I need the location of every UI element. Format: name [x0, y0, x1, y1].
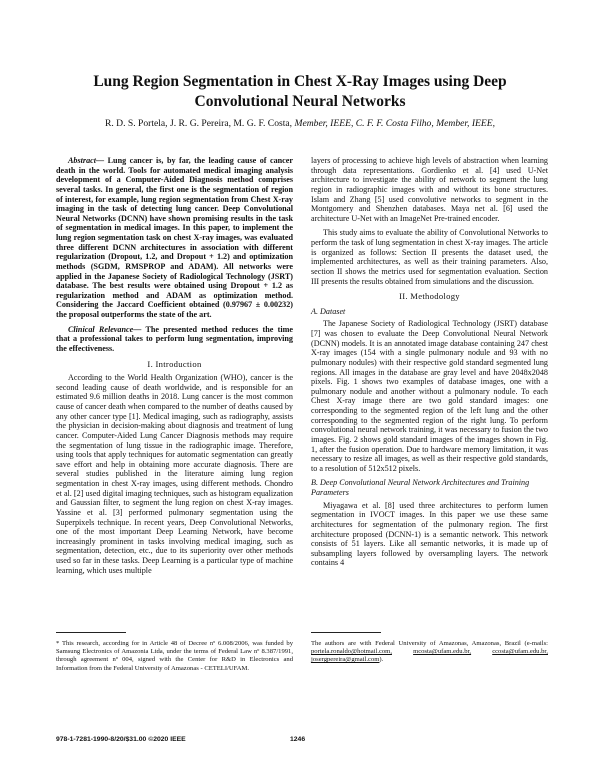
abstract: [56, 156, 293, 320]
intro-paragraph-1: According to the World Health Organization (WHO), cancer is the second leading cause of death worldwide, and is responsible for an estimated 9.6 million deaths in 2018. Lung cancer is the most common cause of cancer death when compared to the number of deaths caused by any other cancer type [1]. Medical imaging, such as radiography, assists the physician in decision-making about diagnosis and treatment of lung cancer. Computer-Aided Lung Cancer Diagnosis methods may require the segmentation of lung tissue in the radiographic image. Therefore, using tools that apply techniques for automatic segmentation can greatly save effort and help in obtaining more accurate diagnosis. There are several studies published in the literature aiming lung region segmentation in chest X-ray images, using different methods. Chondro et al. [2] used digital imaging techniques, such as histogram equalization and Gaussian filter, to segment the lung region on chest X-ray images. Yassine et al. [3] performed pulmonary segmentation using the Superpixels technique. In recent years, Deep Convolutional Networks, one of the most important Deep Learning Network, have become increasingly prominent in tasks involving medical imaging, such as segmentation, detection, etc., due to its superiority over other methods used so far in these tasks. Deep Learning is a particular type of machine learning, which uses multiple: [56, 373, 293, 575]
subsection-heading-dcnn: B. Deep Convolutional Neural Network Architectures and Training Parameters: [311, 478, 530, 497]
relevance-text: The presented method reduces the time that a professional takes to perform lung segmentation, improving the effectiveness.: [56, 324, 293, 353]
dcnn-paragraph: Miyagawa et al. [8] used three architectures to perform lumen segmentation in IVOCT images. In this paper we use these same architectures for segmentation of the pulmonary region. The first architecture proposed (DCNN-1) is a semantic network. This network consists of 51 layers. Like all semantic networks, it is made up of subsampling layers followed by oversampling layers. The network contains 4: [311, 500, 548, 568]
email-link-3[interactable]: ccosta@ufam.edu.br, josergpereira@gmail.com: [311, 648, 548, 664]
paper-title: Lung Region Segmentation in Chest X-Ray Images using Deep Convolutional Neural Networks: [93, 73, 507, 110]
left-column: [56, 156, 293, 575]
right-column: [311, 156, 548, 568]
abstract-lead: Abstract—: [68, 156, 105, 165]
clinical-relevance: [56, 325, 293, 354]
intro-paragraph-3: This study aims to evaluate the ability of Convolutional Networks to perform the task of lung segmentation in chest X-ray images. The article is organized as follows: Section II presents the dataset used, the implemented architectures, as well as their training parameters. Also, section II shows the metrics used for segmentation evaluation. Section III presents the results obtained from simulations and the discussion.: [311, 228, 548, 286]
funding-footnote: * This research, according for in Article 48 of Decree nº 6.008/2006, was funded by Samsung Electronics of Amazonia Ltda, under the terms of Federal Law nº 8.387/1991, through agreement nº 004, signed with the Center for R&D in Electronics and Information from the Federal University of Amazonas - CETELI/UFAM.: [56, 640, 293, 672]
email-link-1[interactable]: portela.ronaldo@hotmail.com,: [311, 648, 392, 656]
relevance-lead: Clinical Relevance—: [68, 324, 142, 334]
footnote-rule-left: [56, 632, 126, 633]
subsection-heading-dataset: A. Dataset: [311, 306, 346, 316]
dataset-paragraph: The Japanese Society of Radiological Technology (JSRT) database [7] was chosen to evaluate the Deep Convolutional Neural Network (DCNN) models. It is an annotated image database containing 247 chest X-ray images (154 with a single pulmonary nodule and 93 with no pulmonary nodules) with their respective gold standard segmented lung regions. All images in the database are gray level and have 2048x2048 pixels. Fig. 1 shows two examples of database images, one with a pulmonary nodule and another without a pulmonary nodule. To each Chest X-ray image there are two gold standard images: one corresponding to the segmented region of the left lung and the other corresponding to the segmented region of the right lung. To perform convolutional neural network training, it was necessary to fusion the two images. Fig. 2 shows gold standard images of the images shown in Fig. 1, after the fusion operation. Due to hardware memory limitation, it was necessary to resize all images, as well as their respective gold standards, to a resolution of 512x512 pixels.: [311, 319, 548, 473]
section-heading-methodology: II. Methodology: [399, 291, 460, 302]
author-list: [40, 118, 560, 130]
email-link-2[interactable]: mcosta@ufam.edu.br,: [413, 648, 472, 656]
affiliation-close: ).: [379, 656, 384, 664]
footnote-rule-right: [311, 632, 381, 633]
abstract-text: Lung cancer is, by far, the leading cause of cancer death in the world. Tools for automated medical imaging analysis development of a Computer-Aided Diagnosis method comprises several tasks. In general, the first one is the segmentation of region of interest, for example, lung region segmentation from Chest X-ray imaging in the task of detecting lung cancer. Deep Convolutional Neural Networks (DCNN) have shown promising results in the task of segmentation in medical images. In this paper, to implement the lung region segmentation task on chest X-ray images, was evaluated three different DCNN architectures in association with different regularization (Dropout, 1.2, and Dropout + 1.2) and optimization methods (SGDM, RMSPROP and ADAM). All networks were applied in the Japanese Society of Radiological Technology (JSRT) database. The best results were obtained using Dropout + 1.2 as regularization method and ADAM as optimization method. Considering the Jaccard Coefficient obtained (0.97967 ± 0.00232) the proposal outperforms the state of the art.: [56, 156, 293, 319]
affiliation-footnote: [311, 640, 548, 665]
affiliation-text: The authors are with Federal University of Amazonas, Amazonas, Brazil (e-mails:: [311, 640, 548, 647]
author-affiliation-tags: Member, IEEE, C. F. F. Costa Filho, Member, IEEE,: [294, 118, 496, 129]
intro-paragraph-2: layers of processing to achieve high levels of abstraction when learning through data representations. Gordienko et al. [4] used U-Net architecture to investigate the ability of network to segment the lung region in radiographic images with and without its bone structures. Islam and Zhang [5] used convolutive networks to segment in the Montgomery and Shenzhen databases. Maya net al. [6] used the architecture U-Net with an ImageNet Pre-trained encoder.: [311, 156, 548, 223]
isbn-footer: 978-1-7281-1990-8/20/$31.00 ©2020 IEEE: [56, 736, 186, 743]
page-number: 1246: [290, 736, 306, 743]
section-heading-introduction: I. Introduction: [147, 358, 202, 369]
author-names: R. D. S. Portela, J. R. G. Pereira, M. G. F. Costa,: [104, 118, 293, 129]
